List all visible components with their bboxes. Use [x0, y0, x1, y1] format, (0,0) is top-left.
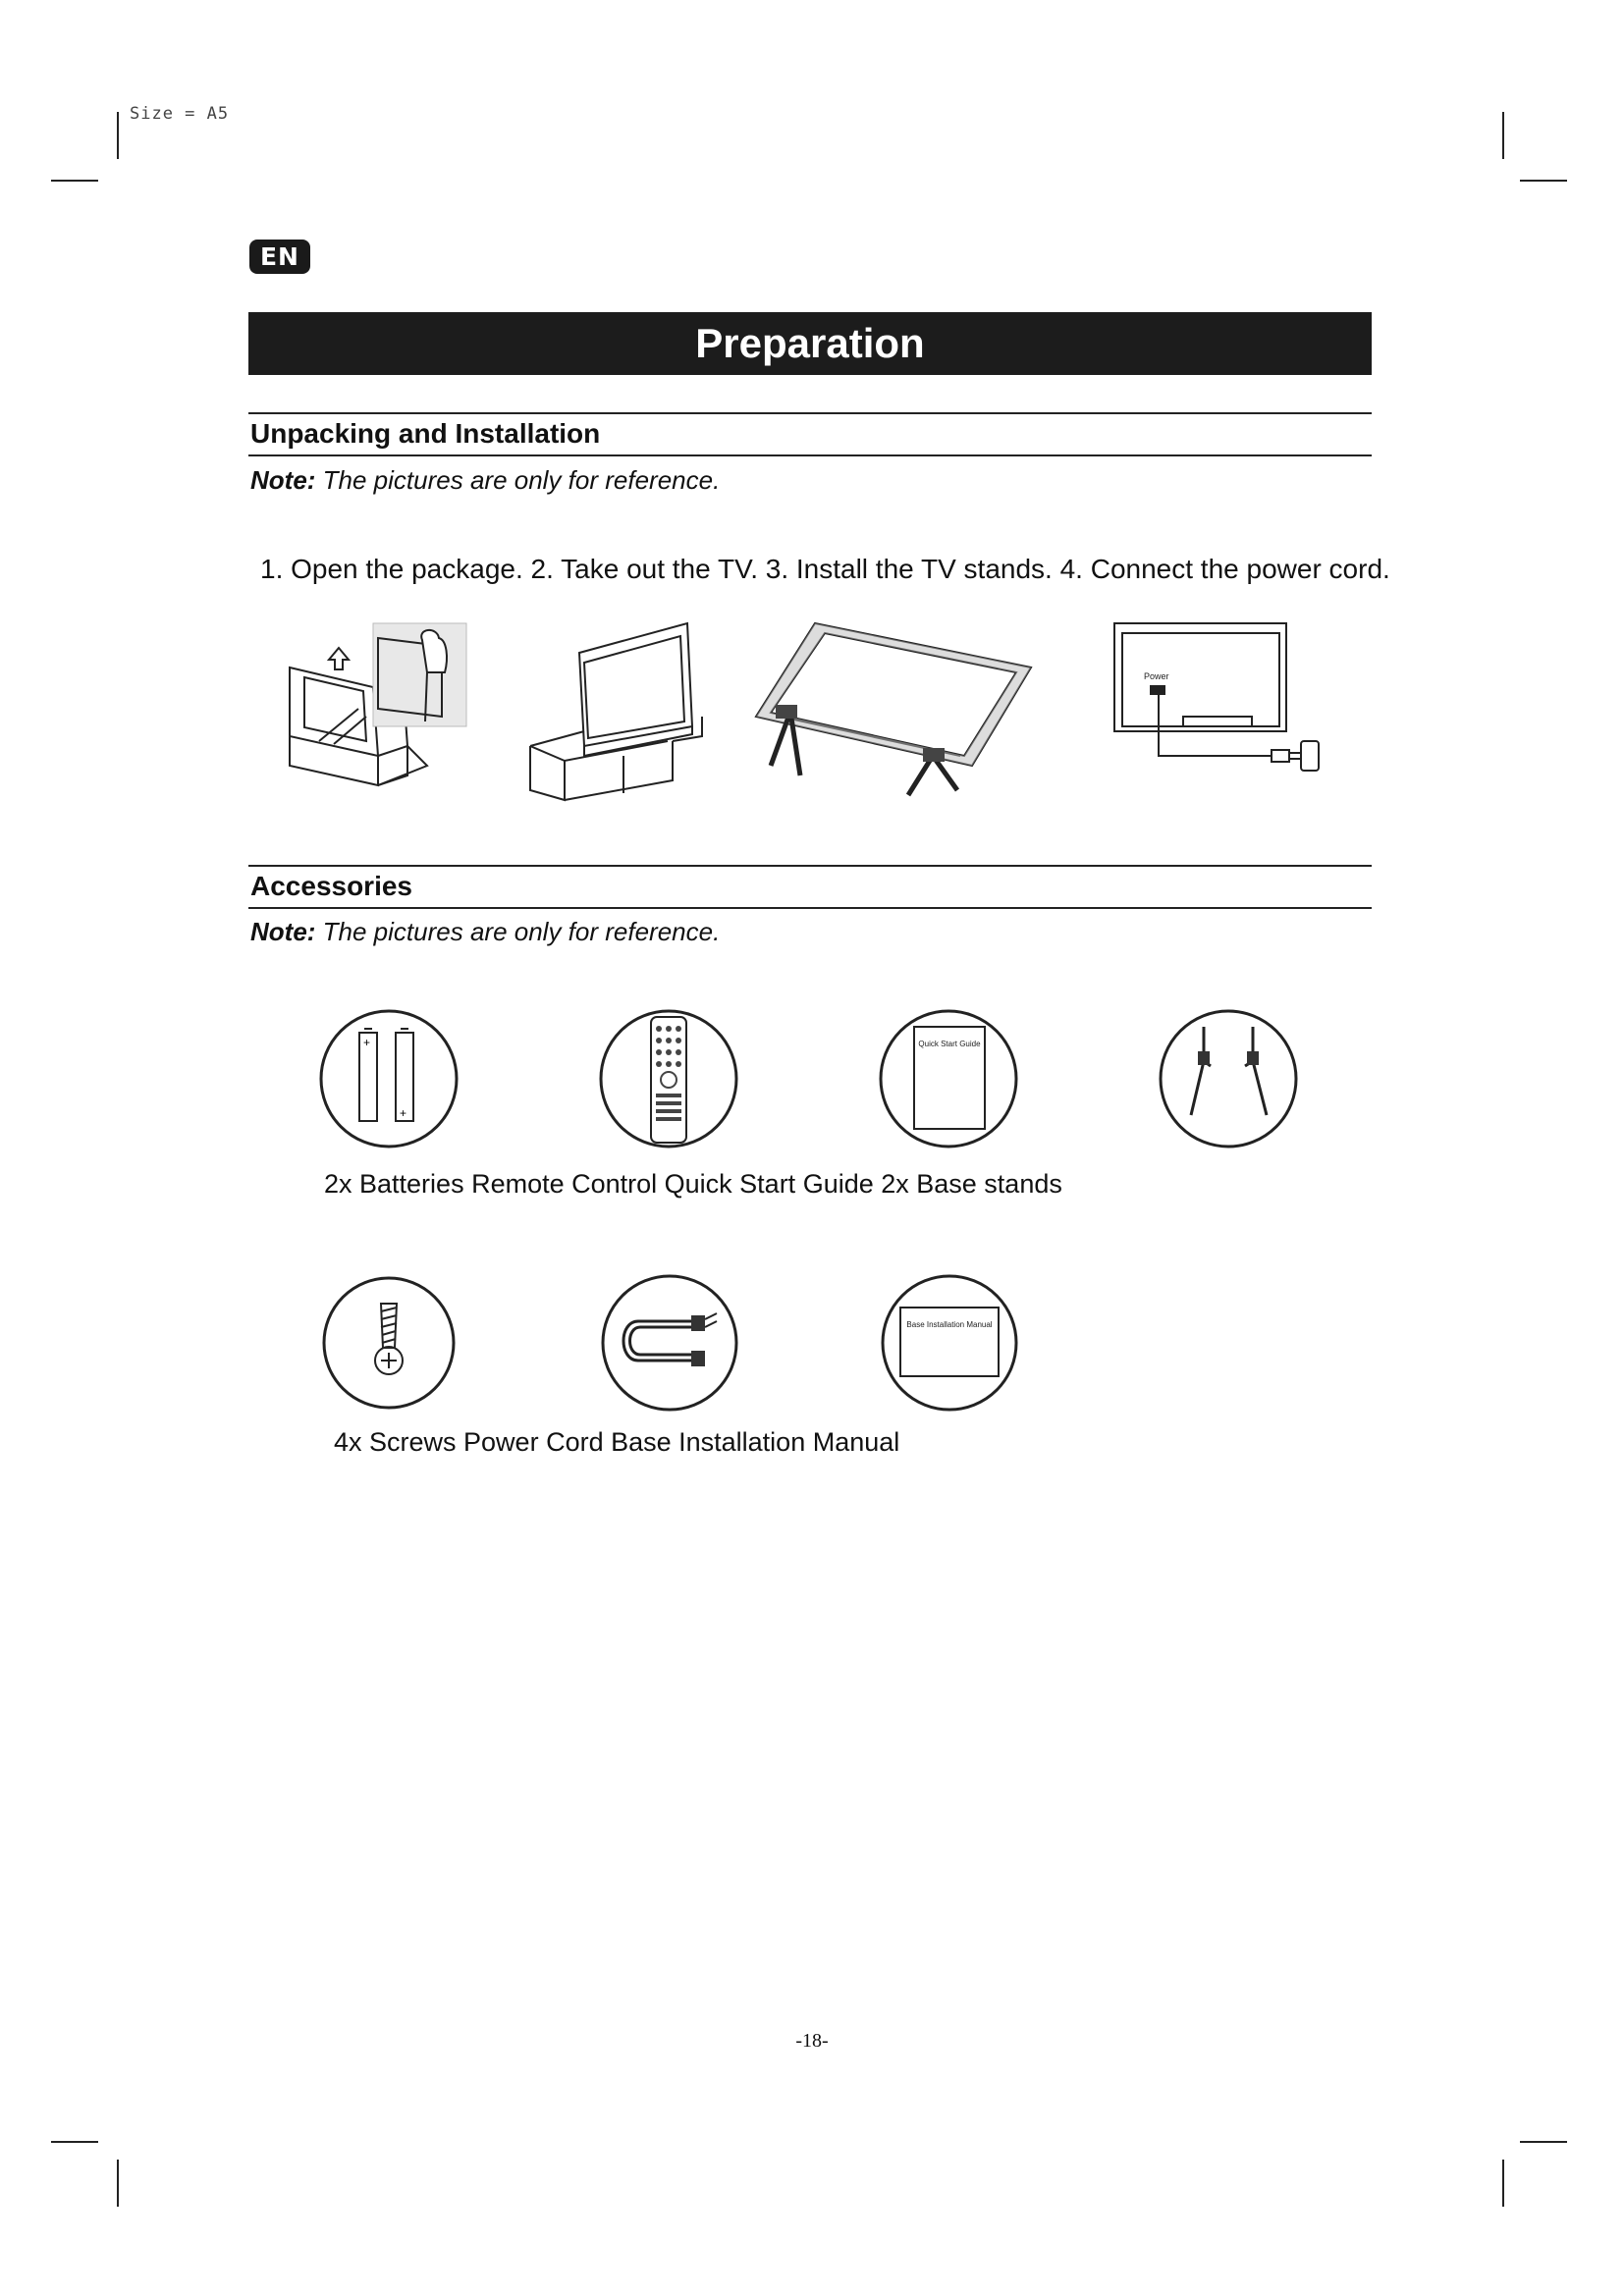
manual-icon — [879, 1272, 1020, 1414]
crop-mark — [1520, 180, 1567, 182]
accessories-row1-caption: 2x Batteries Remote Control Quick Start Guide 2x Base stands — [324, 1169, 1062, 1199]
screw-icon — [320, 1274, 458, 1412]
manual-label: Base Installation Manual — [906, 1320, 993, 1329]
power-cord-icon — [599, 1272, 740, 1414]
guide-label: Quick Start Guide — [918, 1040, 981, 1048]
language-badge: EN — [249, 240, 310, 274]
accessories-note — [250, 917, 720, 947]
remote-control-icon — [597, 1007, 740, 1150]
open-package-illustration — [280, 618, 476, 805]
svg-text:+: + — [363, 1036, 371, 1049]
crop-mark — [117, 112, 119, 159]
section-rule-top — [248, 412, 1372, 414]
connect-power-illustration — [1105, 618, 1321, 785]
accessories-heading: Accessories — [250, 871, 413, 901]
crop-mark — [1520, 2141, 1567, 2143]
page-number: -18- — [795, 2030, 829, 2052]
crop-mark — [117, 2160, 119, 2207]
page-title — [248, 312, 1372, 375]
accessories-row2-caption: 4x Screws Power Cord Base Installation Manual — [334, 1427, 900, 1457]
section-rule-bottom — [248, 454, 1372, 456]
note-text: The pictures are only for reference. — [315, 465, 721, 495]
battery-icon — [317, 1007, 460, 1150]
svg-text:+: + — [400, 1106, 407, 1120]
unpacking-note — [250, 465, 720, 496]
install-stands-illustration — [746, 618, 1041, 805]
page-title-text: Preparation — [695, 320, 925, 366]
crop-mark — [51, 180, 98, 182]
booklet-icon — [877, 1007, 1020, 1150]
unpacking-heading: Unpacking and Installation — [250, 418, 601, 449]
section-rule-top — [248, 865, 1372, 867]
size-label: Size = A5 — [130, 104, 230, 124]
stand-icon — [1157, 1007, 1300, 1150]
note-text: The pictures are only for reference. — [315, 917, 721, 946]
power-label: Power — [1144, 671, 1169, 681]
crop-mark — [1502, 112, 1504, 159]
crop-mark — [51, 2141, 98, 2143]
section-rule-bottom — [248, 907, 1372, 909]
note-label: Note: — [250, 465, 316, 495]
take-out-tv-illustration — [525, 618, 712, 805]
unpacking-steps: 1. Open the package. 2. Take out the TV. 3. Install the TV stands. 4. Connect the power cord. — [260, 554, 1390, 584]
note-label: Note: — [250, 917, 316, 946]
crop-mark — [1502, 2160, 1504, 2207]
